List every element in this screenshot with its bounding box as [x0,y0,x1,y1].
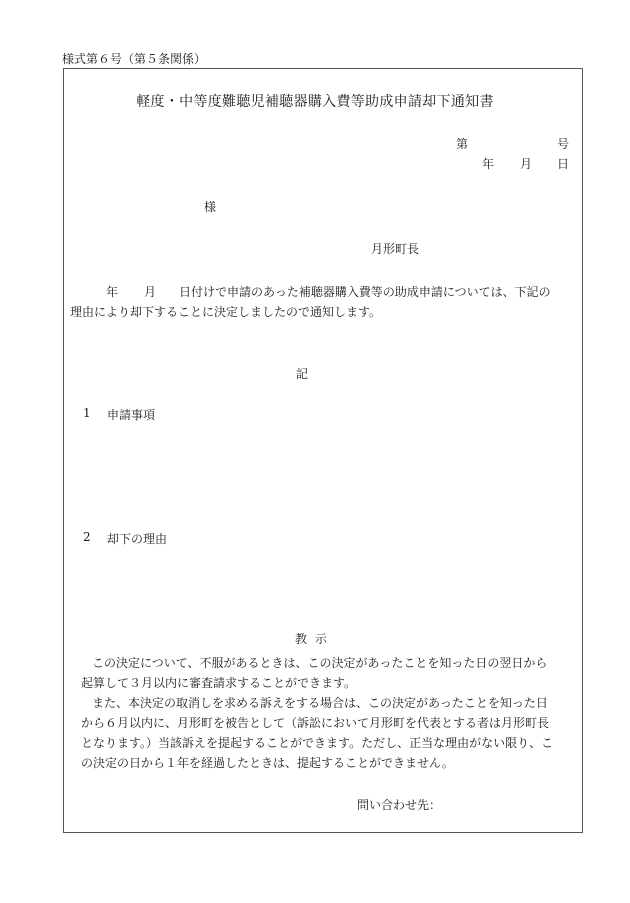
intro-line-2: 理由により却下することに決定しましたので通知します。 [70,305,382,319]
date-month: 月 [520,157,533,171]
item-2-label: 却下の理由 [107,532,168,546]
recipient-honorific: 様 [204,200,217,214]
notice-line-1: この決定について、不服があるときは、この決定があったことを知った日の翌日から [92,656,548,670]
ki-heading: 記 [296,367,309,381]
contact-label: 問い合わせ先： [357,798,442,812]
number-suffix: 号 [557,137,570,151]
notice-line-2: 起算して３月以内に審査請求することができます。 [81,676,357,690]
date-day: 日 [557,157,570,171]
notice-line-3: また、本決定の取消しを求める訴えをする場合は、この決定があったことを知った日 [92,696,548,710]
intro-line-1: 日付けで申請のあった補聴器購入費等の助成申請については、下記の [179,285,551,299]
sender-name: 月形町長 [371,242,420,256]
item-2-number: 2 [83,530,91,544]
form-number-label: 様式第６号（第５条関係） [62,52,207,66]
date-year: 年 [482,157,495,171]
intro-year: 年 [106,285,119,299]
number-prefix: 第 [456,137,469,151]
intro-month: 月 [144,285,157,299]
notice-line-4: から６月以内に、月形町を被告として（訴訟において月形町を代表とする者は月形町長 [81,716,550,730]
notice-line-6: の決定の日から１年を経過したときは、提起することができません。 [81,756,454,770]
notice-line-5: となります。）当該訴えを提起することができます。ただし、正当な理由がない限り、こ [81,736,554,750]
item-1-number: 1 [83,406,91,420]
document-title: 軽度・中等度難聴児補聴器購入費等助成申請却下通知書 [136,94,494,110]
item-1-label: 申請事項 [107,408,156,422]
notice-title: 教示 [294,632,335,646]
